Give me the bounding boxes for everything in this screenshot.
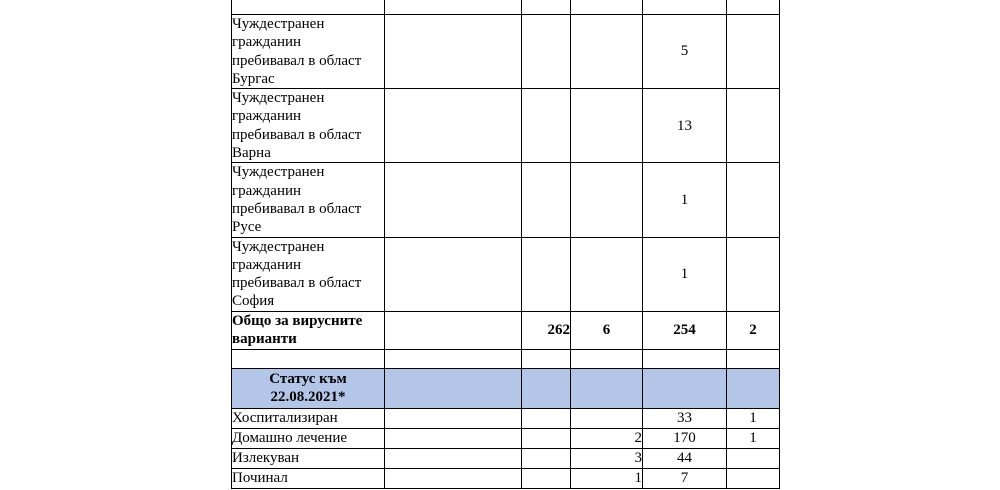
cell-col-5: [727, 15, 780, 89]
cell-col-1: [385, 448, 522, 468]
cell-col-3: 3: [571, 448, 643, 468]
cell-col-4: 5: [643, 15, 727, 89]
cell-col-3: [571, 237, 643, 311]
row-label: Чуждестранен гражданин пребивавал в област Русе: [232, 163, 385, 237]
table-row: [232, 15, 780, 89]
cell-col-1: [385, 15, 522, 89]
cell-col-2: [522, 448, 571, 468]
total-col-2: 262: [522, 311, 571, 349]
spacer-row: [232, 349, 780, 368]
total-col-1: [385, 311, 522, 349]
row-label: Чуждестранен гражданин пребивавал в област Бургас: [232, 15, 385, 89]
cell-col-5: [727, 163, 780, 237]
cell-col-4: 1: [643, 237, 727, 311]
cell-col-1: [385, 89, 522, 163]
cell-col-3: 1: [571, 468, 643, 488]
cell-col-1: [385, 428, 522, 448]
table-row: [232, 89, 780, 163]
table-row: [232, 408, 780, 428]
cell-col-3: [571, 15, 643, 89]
row-label: [232, 0, 385, 15]
cell-col-1: [385, 408, 522, 428]
cell-col-5: [727, 89, 780, 163]
table-row: [232, 448, 780, 468]
cell-col-4: [643, 0, 727, 15]
table-row: [232, 0, 780, 15]
status-header-label: Статус към 22.08.2021*: [232, 368, 385, 408]
cell-col-5: [727, 237, 780, 311]
cell-col-4: 170: [643, 428, 727, 448]
cell-col-3: [571, 163, 643, 237]
status-label: Домашно лечение: [232, 428, 385, 448]
cell-col-4: 33: [643, 408, 727, 428]
cell-col-2: [522, 163, 571, 237]
cell-col-4: 44: [643, 448, 727, 468]
cell-col-5: [727, 468, 780, 488]
data-table: [231, 0, 780, 489]
cell-col-3: 2: [571, 428, 643, 448]
row-label: Чуждестранен гражданин пребивавал в област Варна: [232, 89, 385, 163]
cell-col-5: [727, 448, 780, 468]
total-col-3: 6: [571, 311, 643, 349]
cell-col-2: [522, 428, 571, 448]
cell-col-2: [522, 468, 571, 488]
status-label: Починал: [232, 468, 385, 488]
table-row: [232, 163, 780, 237]
cell-col-3: [571, 0, 643, 15]
total-col-5: 2: [727, 311, 780, 349]
cell-col-5: 1: [727, 428, 780, 448]
cell-col-3: [571, 89, 643, 163]
cell-col-1: [385, 468, 522, 488]
row-label: Чуждестранен гражданин пребивавал в област София: [232, 237, 385, 311]
table-row: [232, 468, 780, 488]
cell-col-2: [522, 89, 571, 163]
cell-col-1: [385, 0, 522, 15]
cell-col-4: 7: [643, 468, 727, 488]
cell-col-1: [385, 237, 522, 311]
status-label: Излекуван: [232, 448, 385, 468]
cell-col-5: [727, 0, 780, 15]
table-row: [232, 237, 780, 311]
cell-col-1: [385, 163, 522, 237]
cell-col-2: [522, 15, 571, 89]
cell-col-5: 1: [727, 408, 780, 428]
cell-col-4: 13: [643, 89, 727, 163]
total-label: Общо за вирусните варианти: [232, 311, 385, 349]
total-col-4: 254: [643, 311, 727, 349]
cell-col-2: [522, 237, 571, 311]
status-label: Хоспитализиран: [232, 408, 385, 428]
cell-col-4: 1: [643, 163, 727, 237]
status-header-row: [232, 368, 780, 408]
total-row: [232, 311, 780, 349]
cell-col-2: [522, 0, 571, 15]
cell-col-3: [571, 408, 643, 428]
cell-col-2: [522, 408, 571, 428]
table-row: [232, 428, 780, 448]
